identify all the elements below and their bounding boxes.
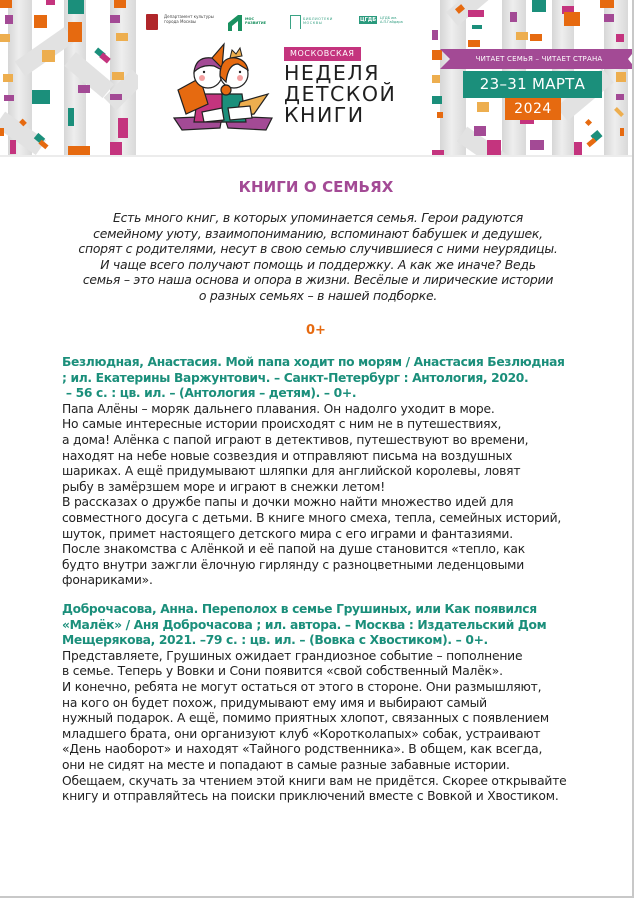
intro-paragraph bbox=[62, 210, 574, 304]
book-citation-line: ; ил. Екатерины Варжунтович. – Санкт-Петербург : Антология, 2020. bbox=[62, 370, 529, 385]
libraries-logo-text: БИБЛИОТЕКИ МОСКВЫ bbox=[303, 17, 333, 25]
book-description-line: рыбу в замёрзшем море и играют в снежки летом! bbox=[62, 479, 385, 494]
book-description-line: После знакомства с Алёнкой и её папой на душе становится «тепло, как bbox=[62, 542, 525, 557]
book-description-line: а дома! Алёнка с папой играют в детективов, путешествуют во времени, bbox=[62, 432, 529, 447]
birch-decoration-left bbox=[0, 0, 138, 157]
cgdb-logo-mark: ЦГДБ bbox=[359, 17, 377, 23]
book-citation-line: – 56 с. : цв. ил. – (Антология – детям). – 0+. bbox=[62, 386, 357, 401]
moscow-coat-of-arms-logo bbox=[146, 14, 158, 30]
section-title: КНИГИ О СЕМЬЯХ bbox=[238, 178, 394, 196]
book-description-line: Представляете, Грушиных ожидает грандиозное событие – пополнение bbox=[62, 648, 523, 663]
book-citation-line: Мещерякова, 2021. –79 с. : цв. ил. – (Вовка с Хвостиком). – 0+. bbox=[62, 633, 488, 648]
event-tag-moscow: МОСКОВСКАЯ bbox=[284, 47, 361, 61]
book-description-line: В рассказах о дружбе папы и дочки можно найти множество идей для bbox=[62, 495, 514, 510]
book-description-line: фонариками». bbox=[62, 573, 153, 588]
event-title bbox=[284, 63, 396, 126]
slogan-ribbon bbox=[450, 49, 628, 69]
intro-line: семейному уюту, взаимопониманию, вспоминают бабушек и дедушек, bbox=[93, 225, 543, 241]
reading-children-emblem-icon bbox=[172, 42, 277, 134]
event-dates: 23–31 МАРТА bbox=[463, 71, 602, 98]
book-description-line: И конечно, ребята не могут остаться от этого в стороне. Они размышляют, bbox=[62, 679, 542, 694]
book-description-line: они не сидят на месте и попадают в самые разные забавные истории. bbox=[62, 757, 510, 772]
book-description-line: Обещаем, скучать за чтением этой книги вам не придётся. Скорее открывайте bbox=[62, 773, 567, 788]
mos-razvitie-logo-text: МОС РАЗВИТИЕ bbox=[245, 17, 267, 25]
event-title-line: КНИГИ bbox=[284, 103, 365, 127]
book-description-line: младшего брата, они организуют клуб «Коротколапых» собак, устраивают bbox=[62, 726, 541, 741]
header-banner bbox=[0, 0, 632, 157]
book-description-line: Папа Алёны – моряк дальнего плавания. Он надолго уходит в море. bbox=[62, 401, 495, 416]
intro-line: о разных семьях – в нашей подборке. bbox=[198, 287, 438, 303]
intro-line: И чаще всего получают помощь и поддержку. А как же иначе? Ведь bbox=[100, 256, 536, 272]
intro-line: Есть много книг, в которых упоминается семья. Герои радуются bbox=[112, 210, 523, 225]
book-citation-line: Доброчасова, Анна. Переполох в семье Грушиных, или Как появился bbox=[62, 602, 537, 616]
book-entry bbox=[62, 355, 582, 589]
moscow-dept-logo-text: Департамент культуры города Москвы bbox=[164, 14, 214, 24]
book-description-line: «День наоборот» и находят «Тайного родственника». В общем, как всегда, bbox=[62, 742, 543, 757]
intro-line: спорят с родителями, несут в свою семью случившиеся с ними неурядицы. bbox=[78, 241, 558, 257]
book-description-line: шариках. А ещё придумывают шляпки для английской королевы, ловят bbox=[62, 464, 521, 479]
book-description-line: Но самые интересные истории происходят с ним не в путешествиях, bbox=[62, 417, 502, 432]
book-description-line: нужный подарок. А ещё, помимо приятных хлопот, связанных с появлением bbox=[62, 711, 549, 726]
book-citation-line: «Малёк» / Аня Доброчасова ; ил. автора. – Москва : Издательский Дом bbox=[62, 617, 547, 632]
book-description-line: на кого он будет похож, придумывают ему имя и выбирают самый bbox=[62, 695, 487, 710]
libraries-bookmark-logo-icon bbox=[290, 15, 301, 29]
book-description-line: будто внутри зажгли ёлочную гирлянду с разноцветными леденцовыми bbox=[62, 557, 525, 572]
event-year: 2024 bbox=[505, 98, 561, 120]
book-description-line: в семье. Теперь у Вовки и Сони появится «свой собственный Малёк». bbox=[62, 664, 503, 679]
age-rating: 0+ bbox=[306, 323, 326, 338]
event-title-line: НЕДЕЛЯ bbox=[284, 61, 380, 85]
cgdb-logo-text: ЦГДБ им. А.П.Гайдара bbox=[380, 16, 403, 24]
intro-line: семья – это наша основа и опора в жизни. Весёлые и лирические истории bbox=[82, 272, 554, 288]
book-description-line: совместного досуга с детьми. В книге много смеха, тепла, семейных историй, bbox=[62, 510, 562, 525]
event-title-line: ДЕТСКОЙ bbox=[284, 82, 397, 106]
book-entry bbox=[62, 602, 582, 805]
slogan-text: ЧИТАЕТ СЕМЬЯ – ЧИТАЕТ СТРАНА bbox=[475, 55, 603, 63]
book-citation-line: Безлюдная, Анастасия. Мой папа ходит по морям / Анастасия Безлюдная bbox=[62, 355, 565, 369]
book-description-line: книгу и отправляйтесь на поиски приключений вместе с Вовкой и Хвостиком. bbox=[62, 789, 559, 804]
mos-razvitie-logo-icon bbox=[228, 15, 242, 31]
book-description-line: находят на небе новые созвездия и отправляют письма на воздушных bbox=[62, 448, 513, 463]
book-description-line: шуток, примет настоящего детского мира с его играми и фантазиями. bbox=[62, 526, 513, 541]
banner-baseline bbox=[0, 155, 632, 157]
